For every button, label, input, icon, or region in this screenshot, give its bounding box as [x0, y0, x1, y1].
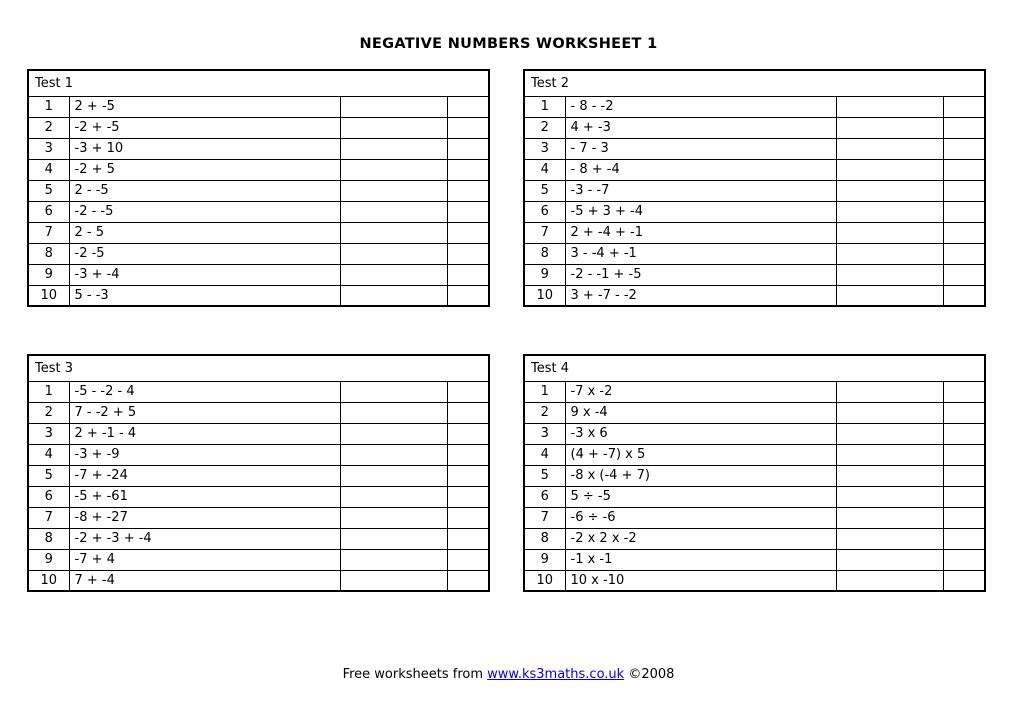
question-number: 5 — [524, 180, 565, 201]
question-number: 3 — [28, 138, 69, 159]
mark-box — [447, 486, 489, 507]
question-row — [524, 222, 985, 243]
test-table-1 — [27, 69, 490, 307]
question-row — [524, 570, 985, 591]
question-row — [524, 507, 985, 528]
question-number: 9 — [524, 549, 565, 570]
footer-prefix: Free worksheets from — [342, 667, 488, 682]
question-row — [28, 465, 489, 486]
mark-box — [447, 528, 489, 549]
mark-box — [943, 444, 985, 465]
question-text: -2 + -3 + -4 — [69, 528, 340, 549]
question-row — [524, 423, 985, 444]
answer-box — [340, 96, 447, 117]
mark-box — [943, 138, 985, 159]
mark-box — [447, 243, 489, 264]
question-text: -3 - -7 — [565, 180, 836, 201]
question-text: - 7 - 3 — [565, 138, 836, 159]
question-number: 4 — [524, 159, 565, 180]
question-number: 8 — [28, 528, 69, 549]
mark-box — [943, 159, 985, 180]
mark-box — [447, 402, 489, 423]
question-number: 8 — [28, 243, 69, 264]
question-text: -3 + 10 — [69, 138, 340, 159]
question-number: 8 — [524, 243, 565, 264]
question-text: 4 + -3 — [565, 117, 836, 138]
answer-box — [836, 570, 943, 591]
answer-box — [340, 465, 447, 486]
mark-box — [943, 96, 985, 117]
answer-box — [340, 423, 447, 444]
question-text: -5 + -61 — [69, 486, 340, 507]
test-table-3 — [27, 354, 490, 592]
question-row — [28, 444, 489, 465]
question-number: 9 — [28, 549, 69, 570]
question-text: - 8 + -4 — [565, 159, 836, 180]
question-text: 7 - -2 + 5 — [69, 402, 340, 423]
answer-box — [340, 444, 447, 465]
mark-box — [447, 423, 489, 444]
question-row — [28, 528, 489, 549]
answer-box — [836, 96, 943, 117]
answer-box — [340, 570, 447, 591]
mark-box — [943, 507, 985, 528]
mark-box — [943, 381, 985, 402]
mark-box — [943, 201, 985, 222]
mark-box — [943, 465, 985, 486]
mark-box — [943, 180, 985, 201]
answer-box — [340, 549, 447, 570]
question-row — [524, 465, 985, 486]
question-row — [524, 96, 985, 117]
answer-box — [836, 444, 943, 465]
mark-box — [447, 138, 489, 159]
answer-box — [836, 507, 943, 528]
question-row — [28, 402, 489, 423]
answer-box — [836, 423, 943, 444]
question-text: 5 - -3 — [69, 285, 340, 306]
answer-box — [340, 381, 447, 402]
answer-box — [836, 381, 943, 402]
question-number: 10 — [524, 285, 565, 306]
mark-box — [447, 264, 489, 285]
mark-box — [447, 507, 489, 528]
answer-box — [836, 243, 943, 264]
question-number: 4 — [28, 159, 69, 180]
question-number: 6 — [28, 486, 69, 507]
question-number: 4 — [524, 444, 565, 465]
answer-box — [340, 222, 447, 243]
answer-box — [340, 180, 447, 201]
mark-box — [943, 264, 985, 285]
answer-box — [836, 222, 943, 243]
question-number: 9 — [524, 264, 565, 285]
question-text: -8 x (-4 + 7) — [565, 465, 836, 486]
question-number: 1 — [524, 381, 565, 402]
mark-box — [447, 201, 489, 222]
question-text: -3 x 6 — [565, 423, 836, 444]
question-number: 5 — [28, 180, 69, 201]
answer-box — [340, 264, 447, 285]
mark-box — [943, 243, 985, 264]
question-text: -5 + 3 + -4 — [565, 201, 836, 222]
answer-box — [340, 201, 447, 222]
question-text: 7 + -4 — [69, 570, 340, 591]
question-number: 4 — [28, 444, 69, 465]
question-text: 2 + -4 + -1 — [565, 222, 836, 243]
mark-box — [943, 570, 985, 591]
question-row — [28, 159, 489, 180]
answer-box — [340, 528, 447, 549]
mark-box — [447, 96, 489, 117]
test-title: Test 2 — [524, 70, 985, 96]
question-number: 3 — [524, 138, 565, 159]
question-number: 5 — [28, 465, 69, 486]
question-row — [524, 243, 985, 264]
question-number: 1 — [28, 96, 69, 117]
question-number: 2 — [28, 117, 69, 138]
mark-box — [447, 285, 489, 306]
mark-box — [447, 180, 489, 201]
question-row — [28, 381, 489, 402]
question-number: 5 — [524, 465, 565, 486]
question-row — [28, 285, 489, 306]
question-row — [28, 180, 489, 201]
question-text: 2 + -1 - 4 — [69, 423, 340, 444]
question-number: 2 — [524, 117, 565, 138]
question-row — [28, 507, 489, 528]
question-text: -7 + -24 — [69, 465, 340, 486]
answer-box — [340, 159, 447, 180]
question-number: 7 — [28, 222, 69, 243]
question-row — [524, 264, 985, 285]
answer-box — [836, 264, 943, 285]
question-number: 10 — [28, 285, 69, 306]
mark-box — [943, 117, 985, 138]
question-text: 3 + -7 - -2 — [565, 285, 836, 306]
answer-box — [836, 201, 943, 222]
answer-box — [340, 243, 447, 264]
question-number: 7 — [28, 507, 69, 528]
question-row — [28, 96, 489, 117]
mark-box — [943, 528, 985, 549]
answer-box — [836, 465, 943, 486]
answer-box — [836, 402, 943, 423]
question-row — [28, 423, 489, 444]
question-row — [524, 528, 985, 549]
question-number: 2 — [28, 402, 69, 423]
question-row — [28, 549, 489, 570]
question-row — [524, 486, 985, 507]
question-row — [28, 570, 489, 591]
answer-box — [340, 138, 447, 159]
question-row — [28, 264, 489, 285]
question-row — [28, 243, 489, 264]
question-text: -2 + -5 — [69, 117, 340, 138]
answer-box — [340, 486, 447, 507]
question-row — [28, 222, 489, 243]
answer-box — [836, 528, 943, 549]
question-number: 10 — [28, 570, 69, 591]
mark-box — [943, 402, 985, 423]
answer-box — [340, 285, 447, 306]
question-number: 10 — [524, 570, 565, 591]
question-text: 9 x -4 — [565, 402, 836, 423]
question-row — [524, 444, 985, 465]
question-row — [28, 138, 489, 159]
question-text: 2 - 5 — [69, 222, 340, 243]
question-row — [524, 381, 985, 402]
question-row — [28, 486, 489, 507]
answer-box — [836, 486, 943, 507]
question-text: -3 + -9 — [69, 444, 340, 465]
question-text: -6 ÷ -6 — [565, 507, 836, 528]
question-row — [28, 201, 489, 222]
footer-suffix: ©2008 — [624, 667, 675, 682]
test-title: Test 3 — [28, 355, 489, 381]
mark-box — [447, 444, 489, 465]
test-table-4 — [523, 354, 986, 592]
question-number: 1 — [524, 96, 565, 117]
question-number: 6 — [28, 201, 69, 222]
question-text: -2 -5 — [69, 243, 340, 264]
question-number: 3 — [524, 423, 565, 444]
question-row — [524, 138, 985, 159]
question-text: -2 x 2 x -2 — [565, 528, 836, 549]
footer-link[interactable]: www.ks3maths.co.uk — [487, 667, 625, 682]
answer-box — [340, 507, 447, 528]
mark-box — [447, 117, 489, 138]
question-text: -5 - -2 - 4 — [69, 381, 340, 402]
mark-box — [943, 222, 985, 243]
answer-box — [836, 180, 943, 201]
mark-box — [447, 465, 489, 486]
question-row — [524, 117, 985, 138]
answer-box — [836, 159, 943, 180]
mark-box — [447, 381, 489, 402]
question-text: -2 - -5 — [69, 201, 340, 222]
question-row — [524, 180, 985, 201]
answer-box — [340, 117, 447, 138]
question-number: 9 — [28, 264, 69, 285]
question-number: 8 — [524, 528, 565, 549]
question-text: -2 - -1 + -5 — [565, 264, 836, 285]
mark-box — [943, 549, 985, 570]
question-text: -2 + 5 — [69, 159, 340, 180]
question-text: -7 x -2 — [565, 381, 836, 402]
question-number: 1 — [28, 381, 69, 402]
question-text: 3 - -4 + -1 — [565, 243, 836, 264]
answer-box — [836, 549, 943, 570]
question-row — [28, 117, 489, 138]
mark-box — [447, 159, 489, 180]
question-text: 5 ÷ -5 — [565, 486, 836, 507]
mark-box — [943, 486, 985, 507]
mark-box — [447, 222, 489, 243]
mark-box — [447, 549, 489, 570]
question-text: 2 - -5 — [69, 180, 340, 201]
question-text: -8 + -27 — [69, 507, 340, 528]
question-row — [524, 285, 985, 306]
question-text: (4 + -7) x 5 — [565, 444, 836, 465]
question-row — [524, 402, 985, 423]
question-number: 3 — [28, 423, 69, 444]
question-row — [524, 201, 985, 222]
question-text: 10 x -10 — [565, 570, 836, 591]
page-title: NEGATIVE NUMBERS WORKSHEET 1 — [359, 36, 658, 52]
question-row — [524, 159, 985, 180]
answer-box — [836, 117, 943, 138]
test-title: Test 1 — [28, 70, 489, 96]
mark-box — [943, 285, 985, 306]
question-text: - 8 - -2 — [565, 96, 836, 117]
question-text: -3 + -4 — [69, 264, 340, 285]
question-number: 6 — [524, 486, 565, 507]
question-text: -1 x -1 — [565, 549, 836, 570]
question-number: 6 — [524, 201, 565, 222]
mark-box — [447, 570, 489, 591]
question-row — [524, 549, 985, 570]
answer-box — [836, 285, 943, 306]
test-title: Test 4 — [524, 355, 985, 381]
answer-box — [340, 402, 447, 423]
question-text: -7 + 4 — [69, 549, 340, 570]
footer — [0, 667, 1017, 682]
mark-box — [943, 423, 985, 444]
test-table-2 — [523, 69, 986, 307]
question-number: 2 — [524, 402, 565, 423]
question-number: 7 — [524, 222, 565, 243]
answer-box — [836, 138, 943, 159]
question-number: 7 — [524, 507, 565, 528]
question-text: 2 + -5 — [69, 96, 340, 117]
